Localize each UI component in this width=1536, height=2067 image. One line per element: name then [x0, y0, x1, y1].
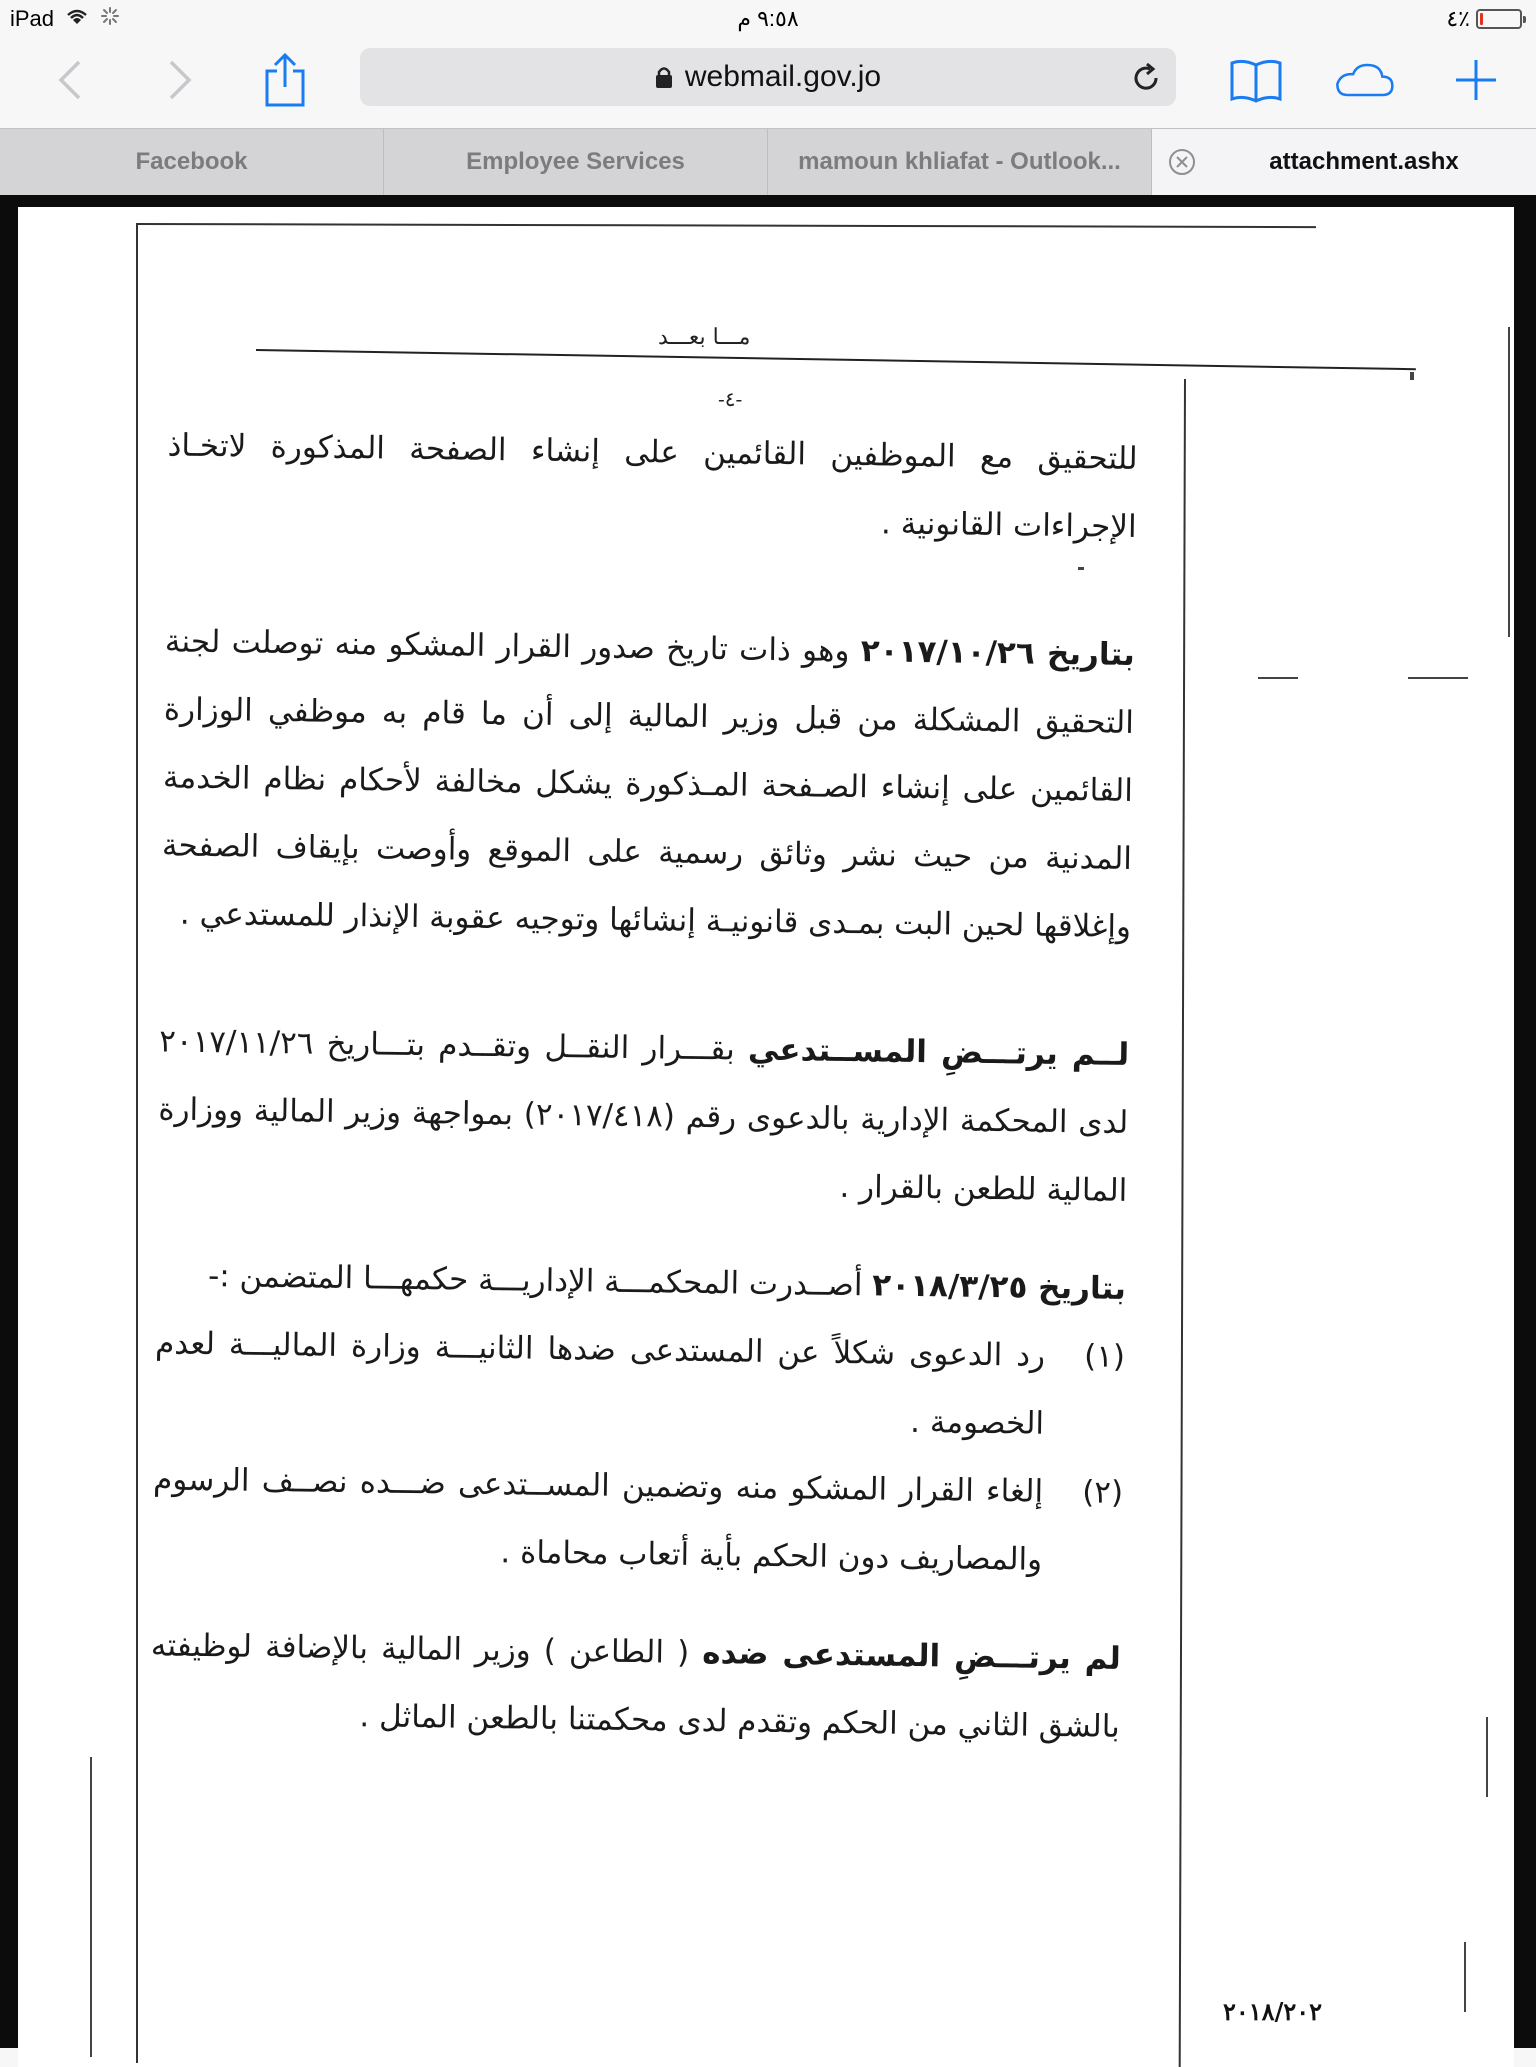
tab-label: mamoun khliafat - Outlook... [798, 148, 1121, 175]
scan-speck [1464, 1942, 1466, 2012]
tab-employee-services[interactable] [384, 129, 768, 195]
paragraph-lead: بتاريخ ٢٠١٧/١٠/٢٦ [860, 633, 1136, 673]
paragraph [166, 411, 1138, 561]
list-item [152, 1445, 1124, 1595]
paragraph-lead: لــم يرتـــضِ المســتدعي [747, 1031, 1130, 1073]
scan-speck [1410, 372, 1414, 380]
header-rule [256, 349, 1416, 370]
forward-icon[interactable] [150, 50, 210, 110]
paragraph [161, 607, 1136, 961]
bookmarks-icon[interactable] [1226, 50, 1286, 110]
scan-speck [1508, 327, 1510, 637]
close-tab-icon[interactable] [1168, 148, 1196, 176]
scan-speck [1486, 1717, 1488, 1797]
margin-rule [1179, 379, 1186, 2067]
document-body [149, 411, 1138, 1760]
footer-reference: ٢٠١٨/٢٠٢ [1223, 1997, 1322, 2026]
paragraph [157, 1007, 1130, 1225]
paragraph-text: وهو ذات تاريخ صدور القرار المشكو منه توصلت لجنة التحقيق المشكلة من قبل وزير المالية إلى أن ما قام به موظفي الوزارة القائمين على إنشاء الصـفحة المـذكورة يشكل مخالفة لأحكام نظام الخدمة المدنية من حيث نشر وثائق رسمية على الموقع وأوصت بإيقاف الصفحة وإغلاقها لحين البت بمـدى قانونيـة إنشائها وتوجيه عقوبة الإنذار للمستدعي . [161, 623, 1135, 945]
continued-header: مـــا بعـــد [658, 325, 751, 350]
item-number: (١) [1083, 1338, 1126, 1375]
document-viewport[interactable] [0, 195, 1536, 2048]
browser-toolbar [0, 40, 1536, 128]
tab-label: Facebook [135, 148, 248, 175]
scan-speck [1258, 677, 1298, 679]
tab-outlook[interactable] [768, 129, 1152, 195]
item-text: إلغاء القرار المشكو منه وتضمين المســتدعى ضـــده نصــف الرسوم والمصاريف دون الحكم بأية أتعاب محاماة . [152, 1461, 1044, 1578]
page-frame-top [136, 223, 1316, 228]
paragraph-lead: بتاريخ ٢٠١٨/٣/٢٥ [872, 1267, 1127, 1307]
paragraph-text: ( الطاعن ) وزير المالية بالإضافة لوظيفته بالشق الثاني من الحكم وتقدم لدى محكمتنا بالطعن الماثل . [150, 1627, 1121, 1745]
lock-icon [655, 65, 673, 89]
scanned-page [18, 207, 1514, 2067]
url-text: webmail.gov.jo [684, 60, 882, 93]
battery-icon [1476, 9, 1522, 29]
tab-label: attachment.ashx [1269, 148, 1459, 175]
battery-percent: ٤٪ [1446, 6, 1470, 31]
page-number: -٤- [718, 387, 743, 411]
tab-bar [0, 128, 1536, 196]
scan-speck [90, 1757, 92, 2057]
paragraph-text: أصــدرت المحكمـــة الإداريـــة حكمهـــا المتضمن :- [207, 1258, 863, 1304]
paragraph-lead: لم يرتـــضِ المستدعى ضده [702, 1635, 1122, 1677]
paragraph [149, 1611, 1121, 1761]
new-tab-icon[interactable] [1446, 50, 1506, 110]
device-name: iPad [10, 6, 55, 31]
tab-label: Employee Services [466, 148, 685, 175]
page-frame-left [136, 223, 138, 2063]
scan-speck [1078, 567, 1084, 570]
item-number: (٢) [1081, 1474, 1124, 1511]
back-icon[interactable] [40, 50, 100, 110]
paragraph-text: بقـــرار النقــل وتقــدم بتـــاريخ ٢٠١٧/١١/٢٦ لدى المحكمة الإدارية بالدعوى رقم (٢٠١٧/٤١٨) بمواجهة وزير المالية ووزارة المالية للطعن بالقرار . [158, 1023, 1129, 1209]
tab-facebook[interactable] [0, 129, 384, 195]
tab-attachment[interactable] [1152, 129, 1536, 195]
status-bar [0, 0, 1536, 40]
clock: ٩:٥٨ م [737, 6, 799, 31]
list-item [154, 1309, 1126, 1459]
scan-speck [1408, 677, 1468, 679]
paragraph-text: للتحقيق مع الموظفين القائمين على إنشاء الصفحة المذكورة لاتخـاذ الإجراءات القانونية . [167, 427, 1138, 545]
address-bar[interactable] [360, 48, 1176, 106]
share-icon[interactable] [255, 50, 315, 110]
status-right [1446, 6, 1522, 32]
item-text: رد الدعوى شكلاً عن المستدعى ضدها الثانيـــة وزارة الماليـــة لعدم الخصومة . [154, 1325, 1046, 1442]
icloud-tabs-icon[interactable] [1334, 50, 1394, 110]
reload-icon[interactable] [1126, 58, 1166, 98]
